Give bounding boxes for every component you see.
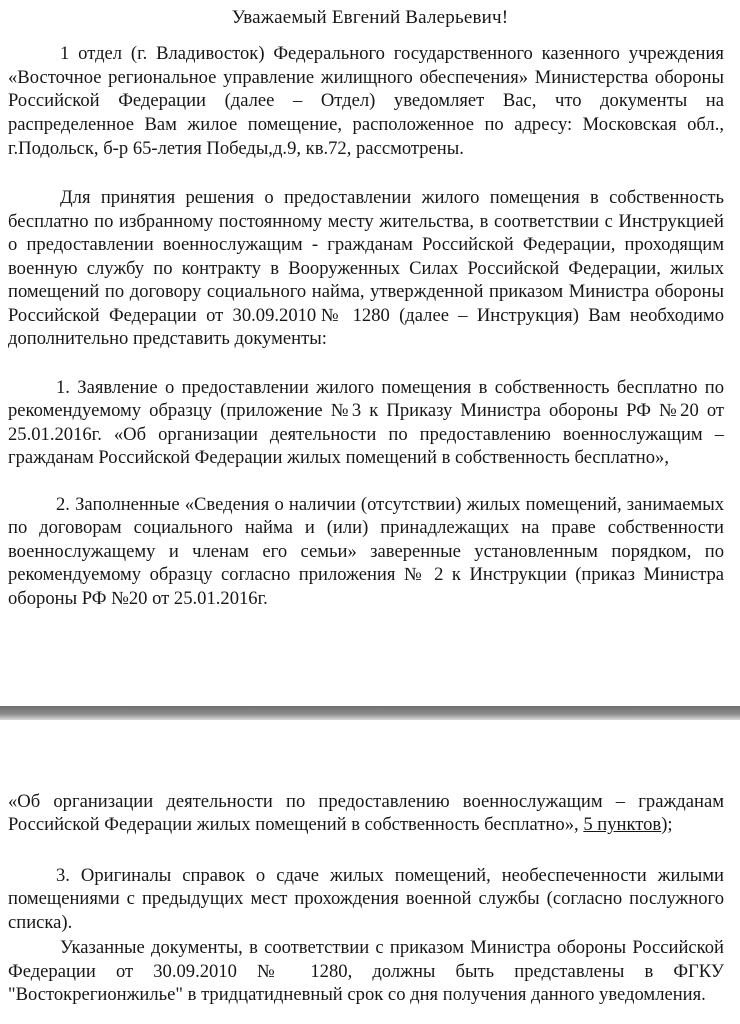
paragraph-closing: Указанные документы, в соответствии с приказом Министра обороны Российской Федерации от 30.09.2010 № 1280, должны быть представлены в ФГКУ "Востокрегионжилье" в тридцатидневный срок со дня получения данного уведомления. — [8, 937, 724, 1005]
points-count: 5 пунктов — [583, 814, 662, 836]
list-item-3: 3. Оригиналы справок о сдаче жилых помещений, необеспеченности жилыми помещениями с предыдущих мест прохождения военной службы (согласно послужного списка). — [8, 865, 724, 933]
list-item-2: 2. Заполненные «Сведения о наличии (отсутствии) жилых помещений, занимаемых по договорам социального найма и (или) принадлежащих на праве собственности военнослужащему и членам его семьи» заверенные установленным порядком, по рекомендуемому образцу согласно приложения № 2 к Инструкции (приказ Министра обороны РФ №20 от 25.01.2016г. — [8, 494, 724, 609]
item-2-end: ); — [661, 814, 673, 836]
letter-sheet-bottom — [0, 720, 740, 1024]
paragraph-notification: 1 отдел (г. Владивосток) Федерального государственного казенного учреждения «Восточное региональное управление жилищного обеспечения» Министерства обороны Российской Федерации (далее – Отдел) уведомляет Вас, что документы на распределенное Вам жилое помещение, расположенное по адресу: Московская обл., г.Подольск, б-р 65-летия Победы,д.9, кв.72, рассмотрены. — [8, 43, 724, 159]
list-item-2-continued — [8, 790, 724, 837]
page-separator — [0, 706, 740, 720]
list-item-1: 1. Заявление о предоставлении жилого помещения в собственность бесплатно по рекомендуемому образцу (приложение №3 к Приказу Министра обороны РФ №20 от 25.01.2016г. «Об организации деятельности по предоставлению военнослужащим – гражданам Российской Федерации жилых помещений в собственность бесплатно», — [8, 377, 724, 469]
letter-greeting: Уважаемый Евгений Валерьевич! — [231, 7, 509, 28]
paragraph-requirements: Для принятия решения о предоставлении жилого помещения в собственность бесплатно по избранному постоянному месту жительства, в соответствии с Инструкцией о предоставлении военнослужащим - гражданам Российской Федерации, проходящим военную службу по контракту в Вооруженных Силах Российской Федерации, жилых помещений по договору социального найма, утвержденной приказом Министра обороны Российской Федерации от 30.09.2010№ 1280 (далее – Инструкция) Вам необходимо дополнительно представить документы: — [8, 187, 724, 349]
item-2-continued-text: «Об организации деятельности по предоставлению военнослужащим – гражданам Российской Федерации жилых помещений в собственность бесплатно», — [8, 791, 724, 836]
